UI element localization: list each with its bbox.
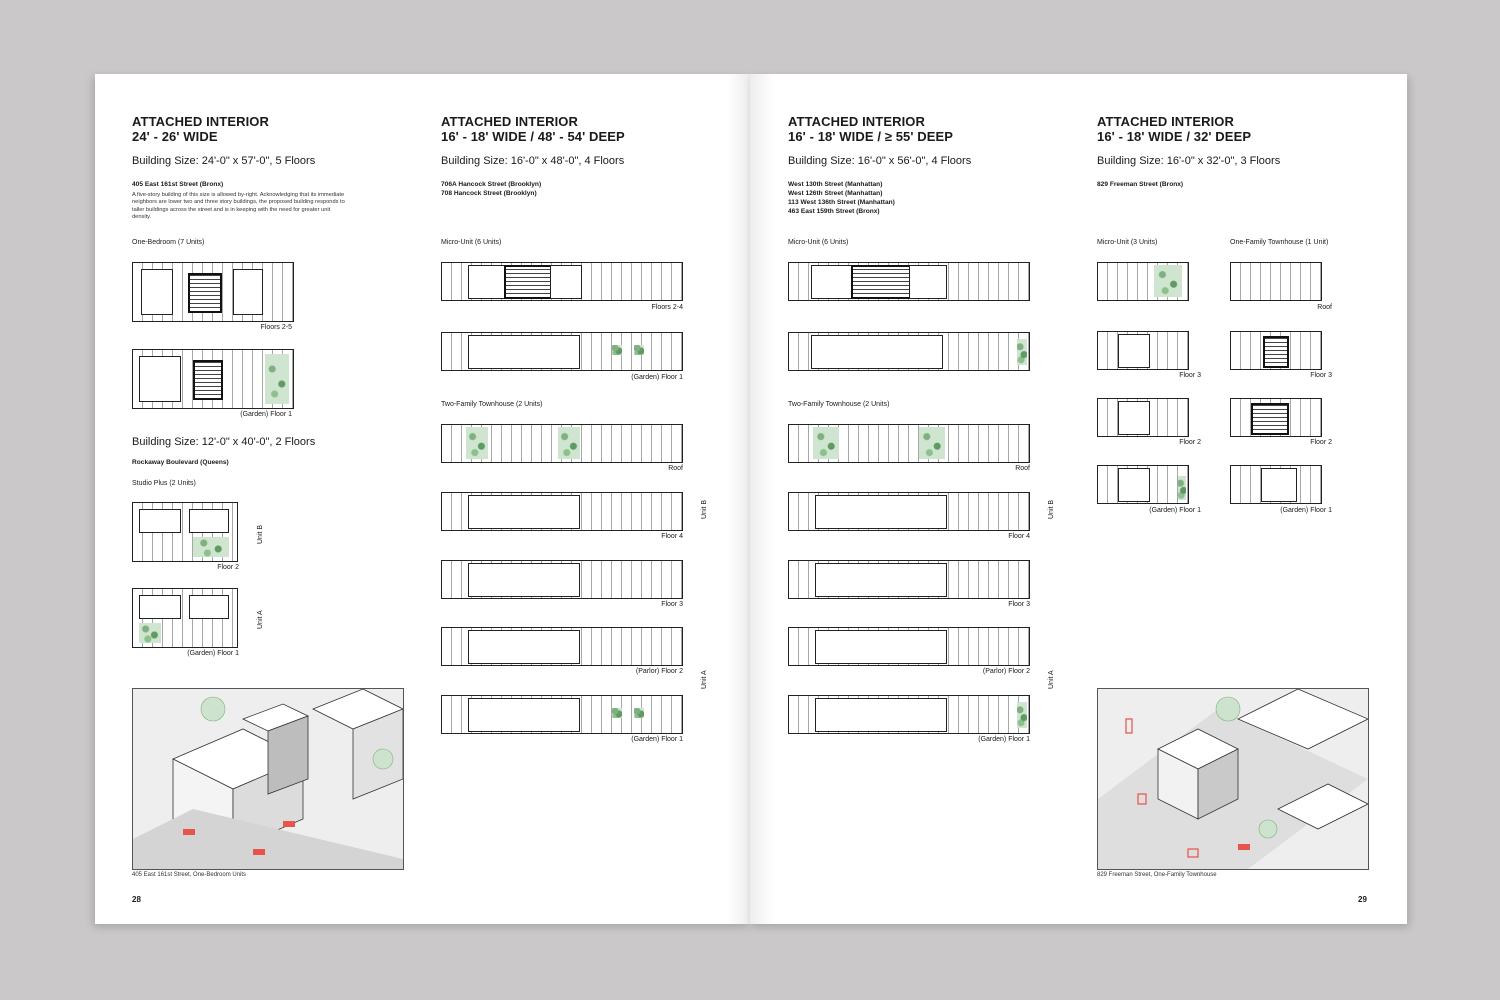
address: 405 East 161st Street (Bronx)	[132, 181, 224, 188]
column-16-18-wide-32-deep	[1097, 114, 1280, 189]
floor-label: Floor 2	[1310, 439, 1332, 446]
floor-label: (Garden) Floor 1	[1149, 507, 1201, 514]
floor-plan	[441, 492, 683, 531]
address: West 130th Street (Manhattan) West 126th Street (Manhattan) 113 West 136th Street (Manhattan) 463 East 159th Street (Bronx)	[788, 181, 895, 215]
column-24-26-wide	[132, 114, 347, 222]
description: A five-story building of this size is allowed by-right. Acknowledging that its immediate neighbors are lower two and three story buildings, the proposed building responds to taller buildings across the street and is in keeping with the need for greater unit density.	[132, 192, 345, 221]
floor-label: (Parlor) Floor 2	[982, 668, 1030, 675]
floor-plan	[1097, 398, 1189, 437]
heading-line1: ATTACHED INTERIOR	[1097, 114, 1234, 129]
heading-line1: ATTACHED INTERIOR	[132, 114, 269, 129]
unit-label-2: One-Family Townhouse (1 Unit)	[1230, 239, 1329, 246]
floor-plan	[441, 424, 683, 463]
floor-plan	[1230, 398, 1322, 437]
floor-label: Roof	[1317, 304, 1332, 311]
address: 706A Hancock Street (Brooklyn) 708 Hancock Street (Brooklyn)	[441, 181, 542, 197]
floor-plan	[441, 332, 683, 371]
unit-label-2: Studio Plus (2 Units)	[132, 480, 196, 487]
unit-a-label: Unit A	[701, 670, 708, 689]
heading-line1: ATTACHED INTERIOR	[788, 114, 925, 129]
floor-plan	[1230, 262, 1322, 301]
heading-line1: ATTACHED INTERIOR	[441, 114, 578, 129]
floor-label: (Garden) Floor 1	[631, 374, 683, 381]
floor-plan	[132, 588, 238, 648]
floor-label: (Garden) Floor 1	[631, 736, 683, 743]
unit-label: Micro-Unit (6 Units)	[788, 239, 849, 246]
building-size: Building Size: 16'-0" x 32'-0", 3 Floors	[1097, 155, 1281, 167]
floor-plan	[441, 262, 683, 301]
floor-plan	[788, 627, 1030, 666]
floor-label: (Garden) Floor 1	[1280, 507, 1332, 514]
floor-plan	[788, 492, 1030, 531]
heading-line2: 24' - 26' WIDE	[132, 129, 218, 144]
column-16-18-wide-48-54-deep	[441, 114, 625, 198]
page-number: 29	[1358, 895, 1367, 904]
floor-plan	[132, 502, 238, 562]
floor-plan	[441, 560, 683, 599]
page-number: 28	[132, 895, 141, 904]
right-page	[750, 74, 1407, 924]
building-size: Building Size: 16'-0" x 56'-0", 4 Floors	[788, 155, 972, 167]
floor-label: Roof	[1015, 465, 1030, 472]
floor-plan	[1097, 465, 1189, 504]
floor-plan	[132, 349, 294, 409]
floor-label: (Parlor) Floor 2	[635, 668, 683, 675]
unit-label: Micro-Unit (3 Units)	[1097, 239, 1158, 246]
unit-a-label: Unit A	[1048, 670, 1055, 689]
floor-label: Floors 2-5	[260, 324, 292, 331]
floor-label: Floor 4	[661, 533, 683, 540]
floor-label: Roof	[668, 465, 683, 472]
building-size-2: Building Size: 12'-0" x 40'-0", 2 Floors	[132, 436, 316, 448]
unit-label-2: Two-Family Townhouse (2 Units)	[788, 401, 890, 408]
unit-label: Micro-Unit (6 Units)	[441, 239, 502, 246]
unit-b-label: Unit B	[257, 524, 264, 544]
floor-plan	[1230, 465, 1322, 504]
floor-plan	[788, 332, 1030, 371]
floor-label: Floor 3	[1008, 601, 1030, 608]
floor-plan	[132, 262, 294, 322]
left-page	[95, 74, 750, 924]
heading-line2: 16' - 18' WIDE / 32' DEEP	[1097, 129, 1252, 144]
unit-b-label: Unit B	[1048, 499, 1055, 519]
axonometric-illustration	[132, 688, 404, 870]
heading-line2: 16' - 18' WIDE / 48' - 54' DEEP	[441, 129, 625, 144]
unit-a-label: Unit A	[257, 610, 264, 629]
building-size: Building Size: 24'-0" x 57'-0", 5 Floors	[132, 155, 316, 167]
floor-plan	[788, 424, 1030, 463]
unit-label: One-Bedroom (7 Units)	[132, 239, 205, 246]
floor-label: Floor 3	[1310, 372, 1332, 379]
address-2: Rockaway Boulevard (Queens)	[132, 459, 229, 466]
unit-label-2: Two-Family Townhouse (2 Units)	[441, 401, 543, 408]
floor-label: Floor 3	[1179, 372, 1201, 379]
floor-label: Floors 2-4	[651, 304, 683, 311]
figure-caption: 829 Freeman Street, One-Family Townhouse	[1097, 872, 1217, 878]
floor-plan	[1097, 331, 1189, 370]
floor-label: Floor 2	[1179, 439, 1201, 446]
axonometric-illustration	[1097, 688, 1369, 870]
floor-plan	[788, 262, 1030, 301]
figure-caption: 405 East 161st Street, One-Bedroom Units	[132, 872, 247, 878]
floor-label: (Garden) Floor 1	[240, 411, 292, 418]
floor-label: (Garden) Floor 1	[187, 650, 239, 657]
floor-label: (Garden) Floor 1	[978, 736, 1030, 743]
address: 829 Freeman Street (Bronx)	[1097, 181, 1184, 188]
floor-label: Floor 3	[661, 601, 683, 608]
floor-plan	[1097, 262, 1189, 301]
floor-label: Floor 4	[1008, 533, 1030, 540]
floor-plan	[1230, 331, 1322, 370]
heading-line2: 16' - 18' WIDE / ≥ 55' DEEP	[788, 129, 954, 144]
floor-plan	[441, 695, 683, 734]
building-size: Building Size: 16'-0" x 48'-0", 4 Floors	[441, 155, 625, 167]
unit-b-label: Unit B	[701, 499, 708, 519]
floor-plan	[788, 695, 1030, 734]
column-16-18-wide-55-deep	[788, 114, 971, 216]
floor-plan	[788, 560, 1030, 599]
floor-label: Floor 2	[217, 564, 239, 571]
floor-plan	[441, 627, 683, 666]
